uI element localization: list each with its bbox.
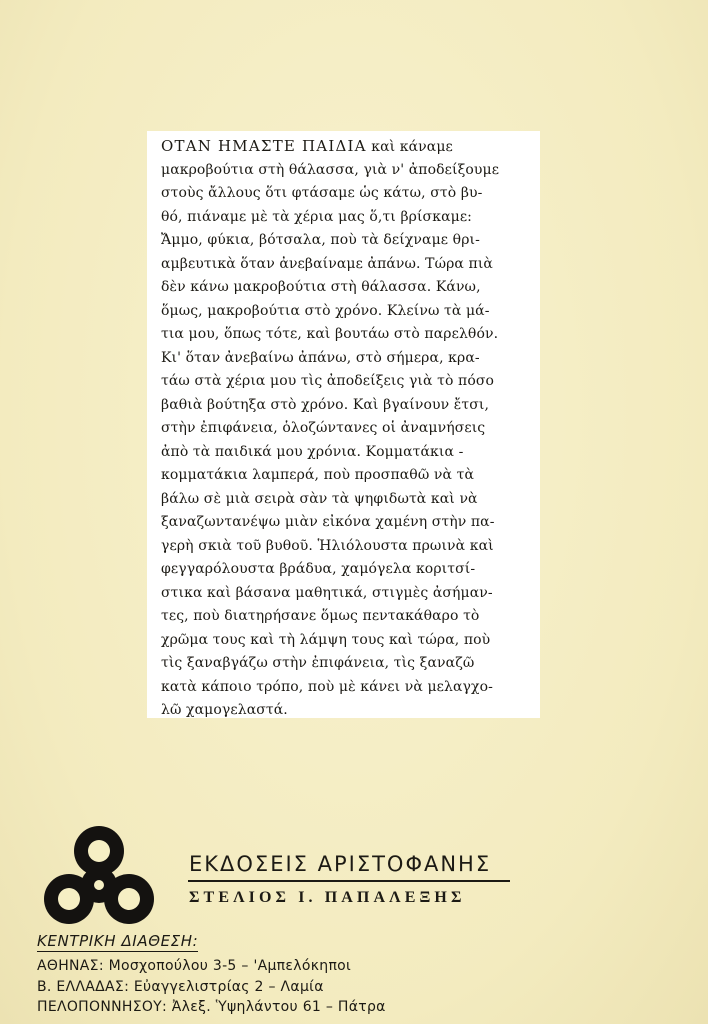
blurb-line-text: αμβευτικὰ ὅταν ἀνεβαίναμε ἀπάνω. Τώρα πιὰ xyxy=(161,255,493,272)
blurb-text xyxy=(161,135,540,723)
blurb-line-text: στοὺς ἄλλους ὅτι φτάσαμε ὡς κάτω, στὸ βυ- xyxy=(161,185,483,201)
blurb-line-text: τὶς ξαναβγάζω στὴν ἐπιφάνεια, τὶς ξαναζῶ xyxy=(161,655,475,671)
blurb-line xyxy=(161,629,540,653)
blurb-line xyxy=(161,558,540,582)
blurb-line-text: ἀπὸ τὰ παιδικά μου χρόνια. Κομματάκια - xyxy=(161,443,464,460)
blurb-line xyxy=(161,229,540,253)
blurb-line xyxy=(161,159,540,183)
blurb-line-text: θό, πιάναμε μὲ τὰ χέρια μας ὅ,τι βρίσκαμε: xyxy=(161,208,472,225)
trefoil-logo-icon xyxy=(43,823,155,927)
blurb-line-text: χρῶμα τους καὶ τὴ λάμψη τους καὶ τώρα, ποὺ xyxy=(161,631,491,648)
address-detail: Μοσχοπούλου 3-5 – 'Αμπελόκηποι xyxy=(108,958,352,974)
blurb-line-text: στικα καὶ βάσανα μαθητικά, στιγμὲς ἀσήμαν- xyxy=(161,584,493,601)
address-region: ΠΕΛΟΠΟΝΝΗΣΟΥ: xyxy=(37,999,168,1015)
blurb-line-text: καὶ κάναμε xyxy=(366,139,453,155)
blurb-line-text: τες, ποὺ διατηρήσανε ὅμως πεντακάθαρο τὸ xyxy=(161,608,480,624)
blurb-line xyxy=(161,276,540,300)
address-line-athens xyxy=(37,958,351,974)
blurb-line-text: κομματάκια λαμπερά, ποὺ προσπαθῶ νὰ τὰ xyxy=(161,467,475,483)
blurb-line xyxy=(161,441,540,465)
blurb-line xyxy=(161,582,540,606)
blurb-line-text: μακροβούτια στὴ θάλασσα, γιὰ ν' ἀποδείξουμε xyxy=(161,161,500,178)
blurb-line xyxy=(161,347,540,371)
blurb-opening-caps: ΟΤΑΝ ΗΜΑΣΤΕ ΠΑΙΔΙΑ xyxy=(161,137,367,155)
distribution-heading: ΚΕΝΤΡΙΚΗ ΔΙΑΘΕΣΗ: xyxy=(37,932,199,950)
address-line-peloponnese xyxy=(37,999,386,1015)
address-region: Β. ΕΛΛΑΔΑΣ: xyxy=(37,979,130,995)
blurb-line xyxy=(161,699,540,723)
blurb-line xyxy=(161,676,540,700)
blurb-line xyxy=(161,488,540,512)
blurb-line-text: τια μου, ὅπως τότε, καὶ βουτάω στὸ παρελθόν. xyxy=(161,326,499,342)
blurb-line xyxy=(161,417,540,441)
blurb-line-text: βάλω σὲ μιὰ σειρὰ σὰν τὰ ψηφιδωτὰ καὶ νὰ xyxy=(161,490,478,507)
blurb-line xyxy=(161,253,540,277)
blurb-line-text: κατὰ κάποιο τρόπο, ποὺ μὲ κάνει νὰ μελαγχο- xyxy=(161,678,493,695)
blurb-line-text: ὅμως, μακροβούτια στὸ χρόνο. Κλείνω τὰ μά- xyxy=(161,302,490,319)
blurb-line xyxy=(161,652,540,676)
blurb-line xyxy=(161,182,540,206)
blurb-line-text: τάω στὰ χέρια μου τὶς ἀποδείξεις γιὰ τὸ πόσο xyxy=(161,373,495,389)
publisher-name: ΕΚΔΟΣΕΙΣ ΑΡΙΣΤΟΦΑΝΗΣ xyxy=(189,852,492,876)
blurb-line xyxy=(161,535,540,559)
blurb-line-text: λῶ χαμογελαστά. xyxy=(161,702,288,718)
blurb-panel xyxy=(147,131,540,718)
blurb-line xyxy=(161,135,540,159)
publisher-owner: ΣΤΕΛΙΟΣ Ι. ΠΑΠΑΛΕΞΗΣ xyxy=(189,889,466,906)
blurb-line-text: φεγγαρόλουστα βράδυα, χαμόγελα κοριτσί- xyxy=(161,561,476,577)
address-region: ΑΘΗΝΑΣ: xyxy=(37,958,104,974)
address-detail: Εὐαγγελιστρίας 2 – Λαμία xyxy=(133,979,324,995)
blurb-line xyxy=(161,300,540,324)
blurb-line xyxy=(161,206,540,230)
publisher-name-underline xyxy=(188,880,510,882)
address-detail: Ἀλεξ. Ὑψηλάντου 61 – Πάτρα xyxy=(171,999,386,1015)
blurb-line-text: βαθιὰ βούτηξα στὸ χρόνο. Καὶ βγαίνουν ἔτσι, xyxy=(161,396,490,413)
address-line-north-greece xyxy=(37,979,324,995)
blurb-line xyxy=(161,464,540,488)
blurb-line xyxy=(161,605,540,629)
blurb-line xyxy=(161,323,540,347)
blurb-line xyxy=(161,370,540,394)
blurb-line-text: Κι' ὅταν ἀνεβαίνω ἀπάνω, στὸ σήμερα, κρα- xyxy=(161,349,480,366)
blurb-line-text: Ἄμμο, φύκια, βότσαλα, ποὺ τὰ δείχναμε θρι- xyxy=(161,232,480,248)
blurb-line xyxy=(161,511,540,535)
blurb-line-text: ξαναζωντανέψω μιὰν εἰκόνα χαμένη στὴν πα- xyxy=(161,514,495,530)
blurb-line-text: δὲν κάνω μακροβούτια στὴ θάλασσα. Κάνω, xyxy=(161,279,481,295)
blurb-line-text: γερὴ σκιὰ τοῦ βυθοῦ. Ἡλιόλουστα πρωινὰ καὶ xyxy=(161,537,494,554)
blurb-line-text: στὴν ἐπιφάνεια, ὁλοζώντανες οἱ ἀναμνήσεις xyxy=(161,420,486,436)
blurb-line xyxy=(161,394,540,418)
